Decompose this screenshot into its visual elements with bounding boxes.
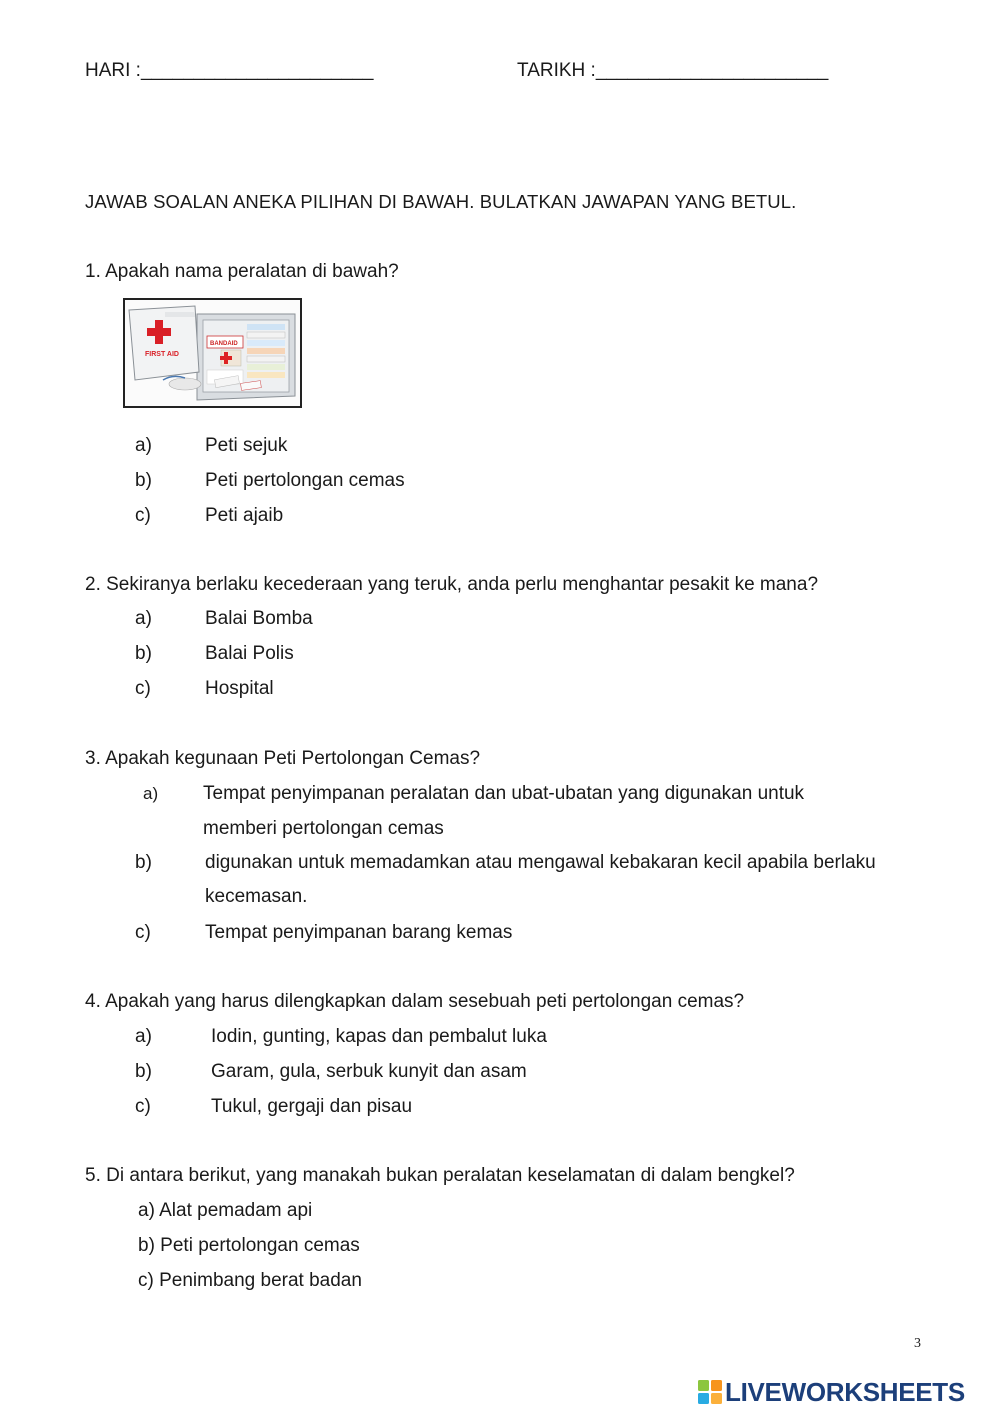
q5-option-a-text[interactable]: a) Alat pemadam api bbox=[138, 1200, 313, 1221]
liveworksheets-brand[interactable] bbox=[698, 1376, 965, 1407]
question-3-text: 3. Apakah kegunaan Peti Pertolongan Cemas? bbox=[85, 748, 481, 769]
day-field-label: HARI :______________________ bbox=[85, 60, 374, 81]
liveworksheets-wordmark: LIVEWORKSHEETS bbox=[725, 1376, 965, 1407]
date-field-label: TARIKH :______________________ bbox=[517, 60, 829, 81]
q2-option-b-text[interactable]: Balai Polis bbox=[205, 643, 294, 664]
q1-option-b-text[interactable]: Peti pertolongan cemas bbox=[205, 470, 405, 491]
q4-option-c-letter: c) bbox=[135, 1096, 151, 1117]
question-1-text: 1. Apakah nama peralatan di bawah? bbox=[85, 261, 399, 282]
q3-option-b-text-line2[interactable]: kecemasan. bbox=[205, 886, 308, 907]
q2-option-b-letter: b) bbox=[135, 643, 152, 664]
kit-door-label: FIRST AID bbox=[145, 351, 179, 358]
q1-option-b-letter: b) bbox=[135, 470, 152, 491]
q2-option-a-letter: a) bbox=[135, 608, 152, 629]
q3-option-c-text[interactable]: Tempat penyimpanan barang kemas bbox=[205, 922, 513, 943]
q1-option-a-letter: a) bbox=[135, 435, 152, 456]
first-aid-kit-illustration bbox=[125, 300, 300, 406]
question-5-text: 5. Di antara berikut, yang manakah bukan peralatan keselamatan di dalam bengkel? bbox=[85, 1165, 795, 1186]
q3-option-c-letter: c) bbox=[135, 922, 151, 943]
q3-option-b-text[interactable]: digunakan untuk memadamkan atau mengawal kebakaran kecil apabila berlaku bbox=[205, 852, 876, 873]
q3-option-b-letter: b) bbox=[135, 852, 152, 873]
q4-option-a-letter: a) bbox=[135, 1026, 152, 1047]
q5-option-c-text[interactable]: c) Penimbang berat badan bbox=[138, 1270, 362, 1291]
q2-option-a-text[interactable]: Balai Bomba bbox=[205, 608, 313, 629]
q2-option-c-text[interactable]: Hospital bbox=[205, 678, 274, 699]
q5-option-b-text[interactable]: b) Peti pertolongan cemas bbox=[138, 1235, 360, 1256]
q2-option-c-letter: c) bbox=[135, 678, 151, 699]
q3-option-a-letter: a) bbox=[143, 784, 159, 803]
liveworksheets-logo-icon bbox=[698, 1380, 722, 1404]
first-aid-kit-image bbox=[123, 298, 302, 408]
q4-option-b-text[interactable]: Garam, gula, serbuk kunyit dan asam bbox=[211, 1061, 527, 1082]
q1-option-a-text[interactable]: Peti sejuk bbox=[205, 435, 288, 456]
q4-option-a-text[interactable]: Iodin, gunting, kapas dan pembalut luka bbox=[211, 1026, 547, 1047]
question-2-text: 2. Sekiranya berlaku kecederaan yang teruk, anda perlu menghantar pesakit ke mana? bbox=[85, 574, 819, 595]
q3-option-a-text-line2[interactable]: memberi pertolongan cemas bbox=[203, 818, 444, 839]
q4-option-b-letter: b) bbox=[135, 1061, 152, 1082]
page-number: 3 bbox=[914, 1336, 921, 1351]
q4-option-c-text[interactable]: Tukul, gergaji dan pisau bbox=[211, 1096, 413, 1117]
q1-option-c-text[interactable]: Peti ajaib bbox=[205, 505, 284, 526]
q3-option-a-text[interactable]: Tempat penyimpanan peralatan dan ubat-ubatan yang digunakan untuk bbox=[203, 783, 805, 804]
question-4-text: 4. Apakah yang harus dilengkapkan dalam sesebuah peti pertolongan cemas? bbox=[85, 991, 745, 1012]
kit-inner-label: BANDAID bbox=[210, 341, 238, 347]
q1-option-c-letter: c) bbox=[135, 505, 151, 526]
instruction-text: JAWAB SOALAN ANEKA PILIHAN DI BAWAH. BULATKAN JAWAPAN YANG BETUL. bbox=[85, 191, 797, 212]
